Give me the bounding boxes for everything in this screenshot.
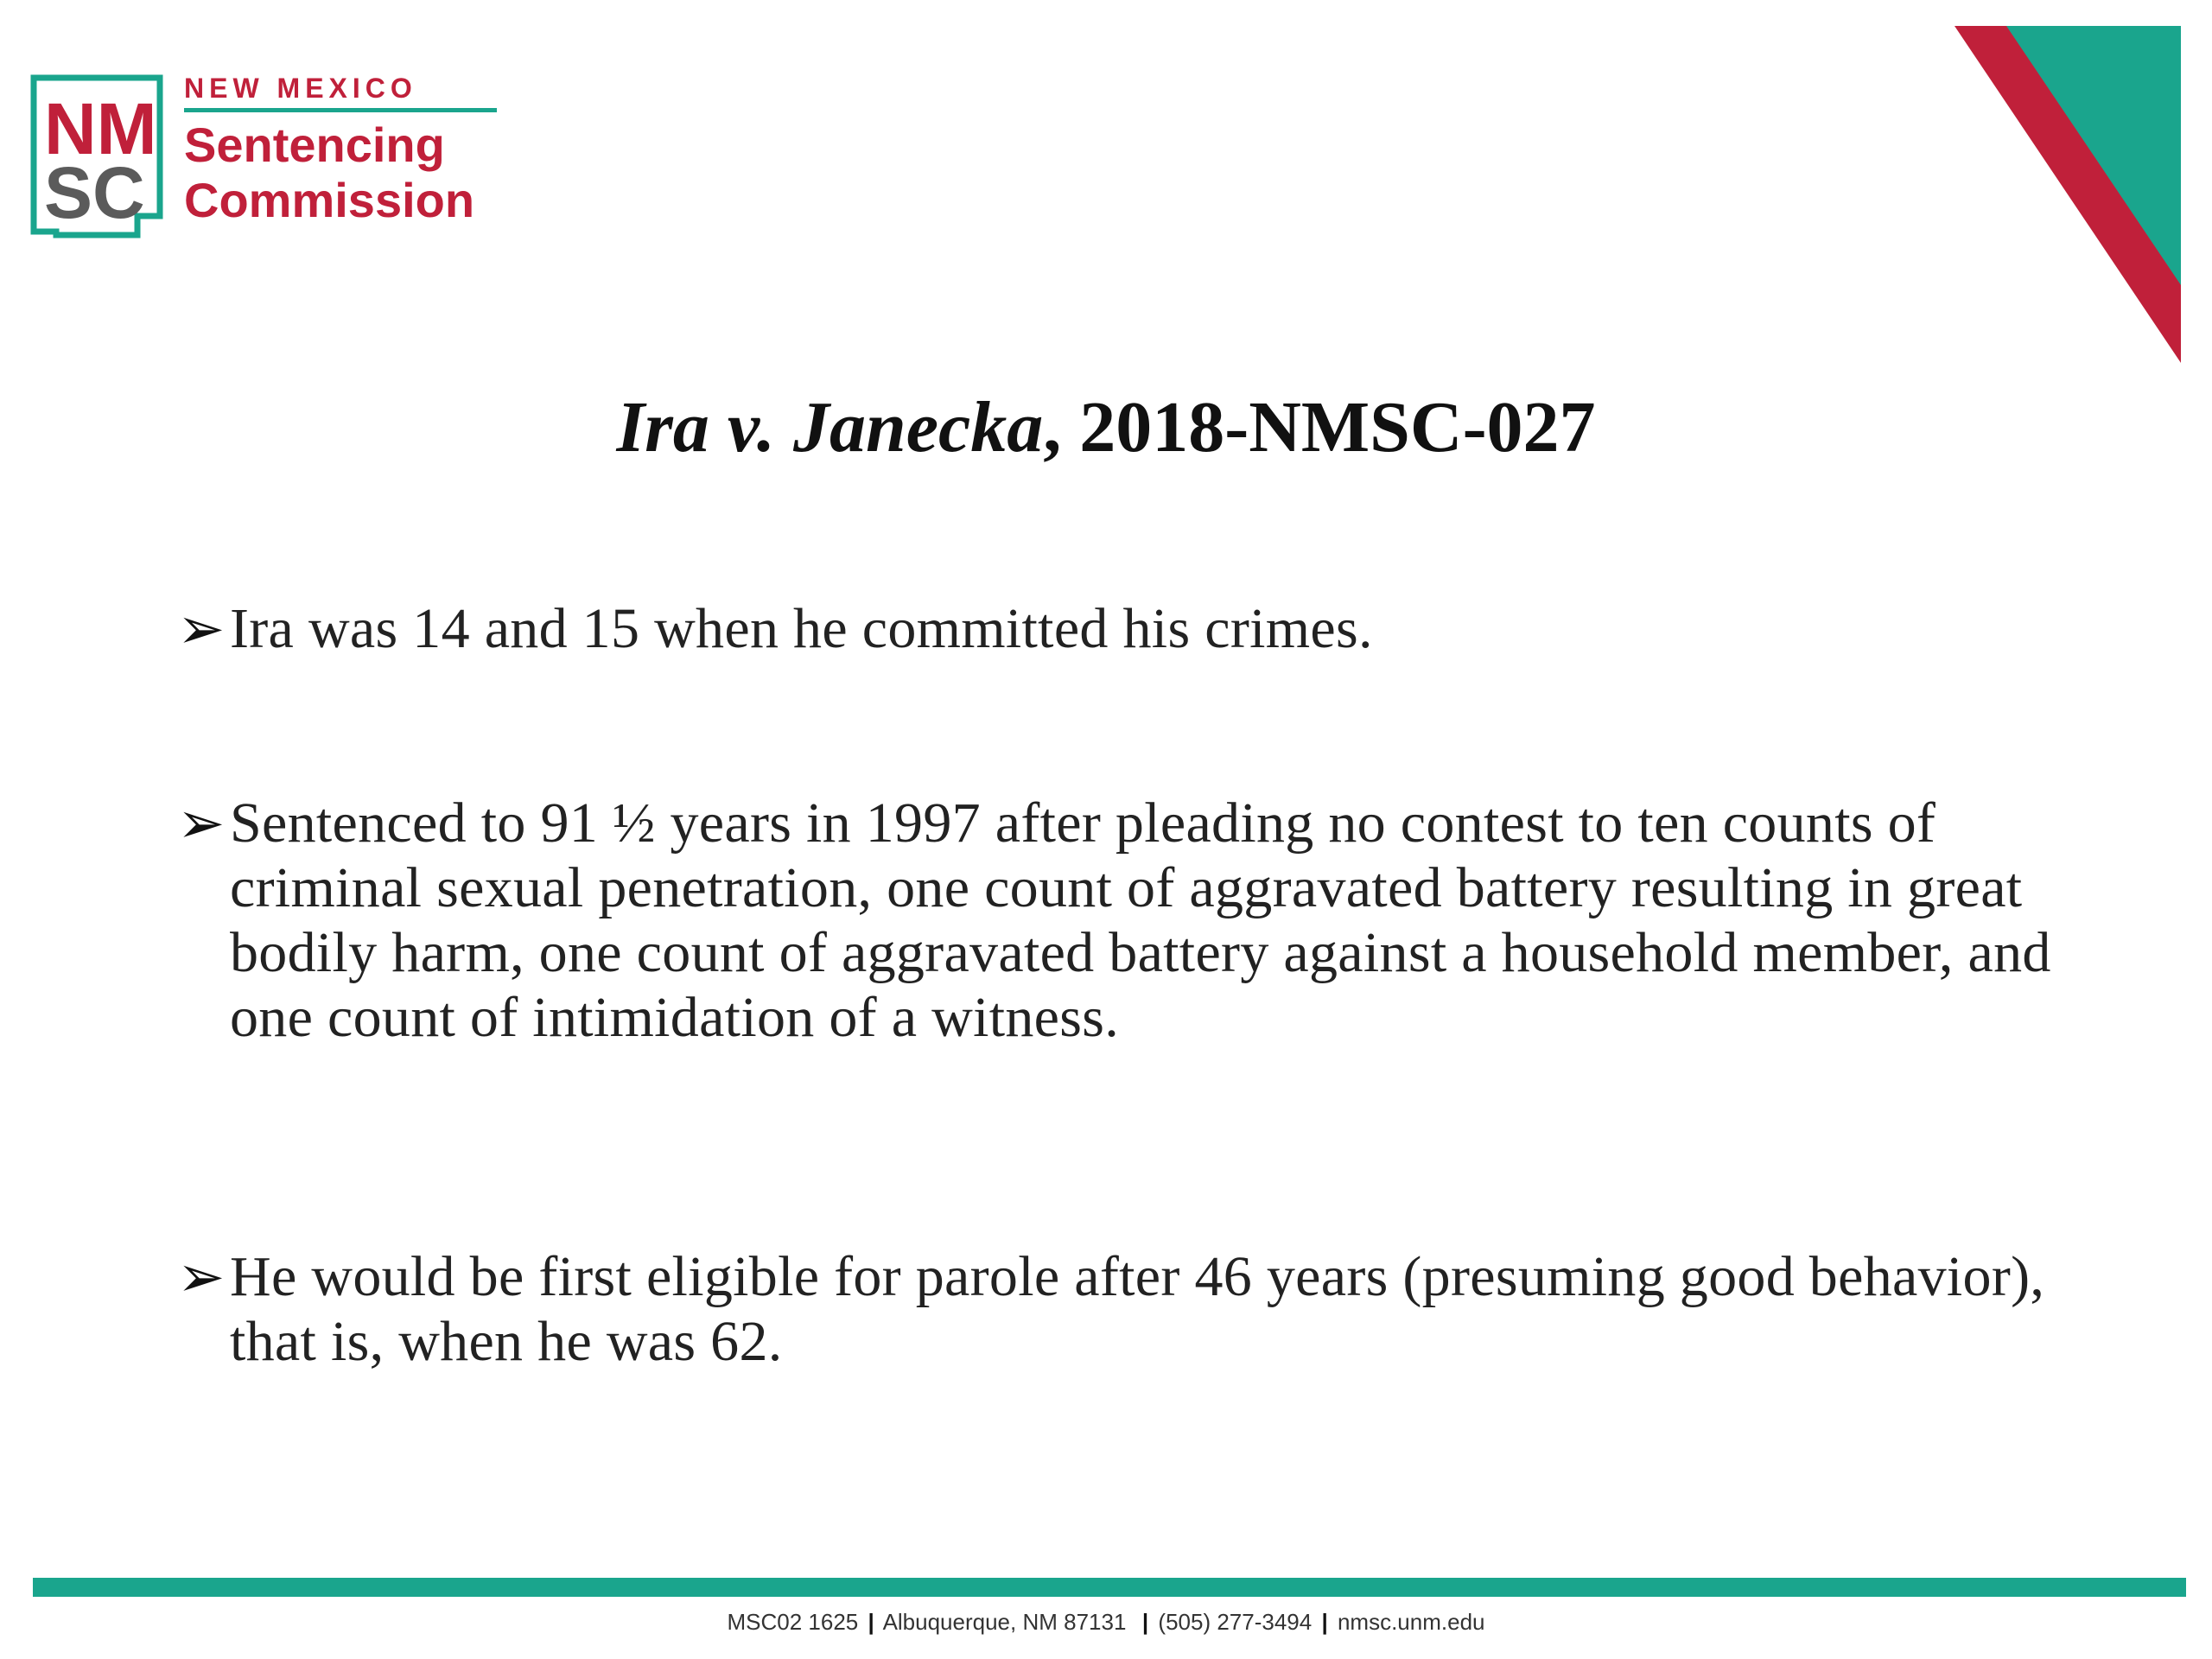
- logo-name-line1: Sentencing: [184, 118, 445, 172]
- arrow-bullet-icon: ➢: [177, 595, 226, 662]
- bullet-text: He would be first eligible for parole after 46 years (presuming good behavior), that is, when he was 62.: [230, 1245, 2045, 1373]
- slide-title: [0, 380, 2212, 475]
- bullet-text: Sentenced to 91 ½ years in 1997 after pleading no contest to ten counts of criminal sexual penetration, one count of aggravated battery resulting in great bodily harm, one count of aggravated battery against a household member, and one count of intimidation of a witness.: [230, 791, 2051, 1049]
- nmsc-logo: [30, 71, 514, 244]
- bullet-text: Ira was 14 and 15 when he committed his crimes.: [230, 597, 1373, 660]
- logo-rule: [184, 108, 497, 112]
- case-citation: , 2018-NMSC-027: [1043, 387, 1596, 467]
- logo-wordmark: [184, 71, 512, 228]
- footer-city: Albuquerque, NM 87131: [882, 1609, 1127, 1635]
- bullet-item: [177, 1244, 2078, 1374]
- arrow-bullet-icon: ➢: [177, 790, 226, 856]
- footer-phone: (505) 277-3494: [1158, 1609, 1313, 1635]
- case-name: Ira v. Janecka: [616, 387, 1044, 467]
- corner-decoration: [1955, 26, 2181, 363]
- logo-initials-bottom: SC: [44, 152, 145, 233]
- footer-contact: [0, 1609, 2212, 1636]
- footer-address: MSC02 1625: [727, 1609, 859, 1635]
- footer-rule: [33, 1578, 2186, 1597]
- logo-initials-top: NM: [44, 88, 157, 169]
- bullet-item: [177, 791, 2078, 1050]
- footer-separator: |: [1141, 1609, 1149, 1635]
- arrow-bullet-icon: ➢: [177, 1243, 226, 1310]
- logo-state: NEW MEXICO: [184, 73, 417, 104]
- footer-separator: |: [868, 1609, 874, 1635]
- bullet-item: [177, 596, 2078, 661]
- footer-separator: |: [1321, 1609, 1328, 1635]
- logo-name-line2: Commission: [184, 173, 475, 227]
- new-mexico-badge-icon: [30, 74, 170, 238]
- footer-website: nmsc.unm.edu: [1337, 1609, 1485, 1635]
